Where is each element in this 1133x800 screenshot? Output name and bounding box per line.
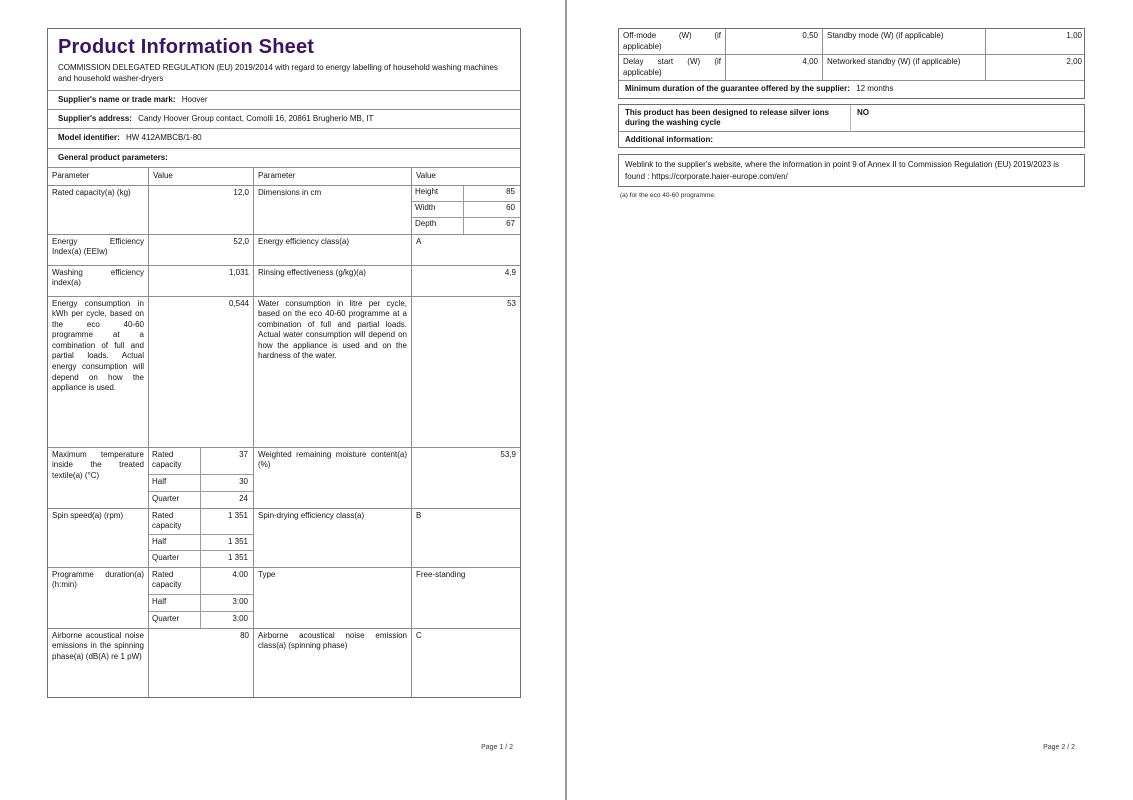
guarantee-value: 12 months — [856, 84, 894, 94]
page-2 — [618, 28, 1085, 204]
param-eei: Energy Efficiency Index(a) (EEIw) — [48, 235, 149, 265]
table-row — [48, 185, 520, 234]
value-energy-consumption: 0,544 — [149, 297, 254, 447]
table-row — [48, 296, 520, 447]
param-washing-index: Washing efficiency index(a) — [48, 266, 149, 296]
sub-value: 30 — [201, 475, 253, 492]
sub-value: 1 351 — [227, 553, 248, 563]
value-spin-class: B — [416, 510, 422, 520]
table-row — [48, 234, 520, 265]
spin-speed-subtable — [149, 509, 253, 567]
value-networked-standby: 2,00 — [1066, 57, 1082, 67]
supplier-address-label: Supplier's address: — [58, 113, 132, 123]
sub-label: Half — [149, 475, 201, 492]
sub-value: 3:00 — [201, 595, 253, 612]
param-water-consumption: Water consumption in litre per cycle, based on the eco 40-60 programme at a combination of full and partial loads. Actual water consumption will depend on how the appliance is used and on the hardness of the water. — [254, 297, 412, 447]
parameters-table — [48, 167, 520, 697]
silver-ions-value: NO — [857, 107, 869, 117]
weblink-section — [618, 154, 1085, 186]
sub-label: Rated capacity — [149, 448, 201, 475]
sub-label: Quarter — [149, 492, 201, 508]
value-off-mode: 0,50 — [726, 29, 823, 54]
page-1-footer: Page 1 / 2 — [481, 744, 513, 751]
guarantee-row — [619, 80, 1084, 97]
supplier-name-row — [48, 90, 520, 109]
sub-value: 3:00 — [232, 613, 248, 623]
supplier-name-label: Supplier's name or trade mark: — [58, 94, 176, 104]
weblink-url[interactable]: https://corporate.haier-europe.com/en/ — [651, 171, 788, 181]
additional-information-heading: Additional information: — [619, 131, 1084, 147]
table-row — [48, 265, 520, 296]
param-moisture: Weighted remaining moisture content(a) (%) — [254, 448, 412, 508]
header-parameter-2: Parameter — [254, 168, 412, 185]
sub-label: Quarter — [149, 612, 201, 628]
param-noise-class: Airborne acoustical noise emission class(a) (spinning phase) — [254, 629, 412, 697]
dimensions-subtable — [412, 186, 520, 234]
max-temperature-subtable — [149, 448, 253, 508]
param-energy-class: Energy efficiency class(a) — [254, 235, 412, 265]
model-identifier-value: HW 412AMBCB/1-80 — [126, 133, 202, 143]
page-2-footer: Page 2 / 2 — [1043, 744, 1075, 751]
supplier-name-value: Hoover — [181, 94, 208, 104]
silver-ions-section — [618, 104, 1085, 149]
dim-height-value: 85 — [464, 186, 520, 202]
page-1 — [47, 28, 521, 698]
value-noise-class: C — [416, 630, 422, 640]
supplier-address-value: Candy Hoover Group contact, Comolli 16, 20861 Brugherio MB, IT — [138, 113, 374, 123]
table-row — [48, 508, 520, 567]
table-row — [48, 567, 520, 628]
param-max-temperature: Maximum temperature inside the treated textile(a) (°C) — [48, 448, 149, 508]
dim-width-value: 60 — [464, 202, 520, 218]
sub-value: 1 351 — [201, 535, 253, 551]
value-rinsing: 4,9 — [504, 267, 516, 277]
header-value-1: Value — [149, 168, 254, 185]
model-identifier-label: Model identifier: — [58, 133, 120, 143]
param-delay-start: Delay start (W) (if applicable) — [619, 55, 726, 80]
sub-value: 24 — [239, 493, 248, 503]
value-standby: 1,00 — [1066, 31, 1082, 40]
sub-label: Rated capacity — [149, 509, 201, 535]
param-dimensions: Dimensions in cm — [254, 186, 412, 234]
header-value-2: Value — [416, 171, 436, 181]
sub-label: Rated capacity — [149, 568, 201, 595]
footnote: (a) for the eco 40-60 programme. — [620, 191, 716, 199]
regulation-text: COMMISSION DELEGATED REGULATION (EU) 2019/2014 with regard to energy labelling of household washing machines and household washer-dryers — [58, 63, 498, 83]
param-noise: Airborne acoustical noise emissions in the spinning phase(a) (dB(A) re 1 pW) — [48, 629, 149, 697]
guarantee-label: Minimum duration of the guarantee offered by the supplier: — [625, 84, 850, 94]
silver-ions-label: This product has been designed to release silver ions during the washing cycle — [619, 105, 851, 132]
sub-value: 37 — [201, 448, 253, 475]
value-moisture: 53,9 — [500, 449, 516, 459]
value-water-consumption: 53 — [507, 298, 516, 308]
param-standby: Standby mode (W) (if applicable) — [823, 29, 986, 54]
header-parameter-1: Parameter — [48, 168, 149, 185]
dim-height-label: Height — [412, 186, 464, 202]
sub-value: 4:00 — [201, 568, 253, 595]
param-networked-standby: Networked standby (W) (if applicable) — [823, 55, 986, 80]
page-title: Product Information Sheet — [58, 36, 315, 58]
table-row — [48, 447, 520, 508]
table-header-row — [48, 168, 520, 185]
value-eei: 52,0 — [149, 235, 254, 265]
param-rinsing: Rinsing effectiveness (g/kg)(a) — [254, 266, 412, 296]
value-noise: 80 — [149, 629, 254, 697]
page-divider — [565, 0, 567, 800]
param-spin-speed: Spin speed(a) (rpm) — [48, 509, 149, 567]
param-energy-consumption: Energy consumption in kWh per cycle, based on the eco 40-60 programme at a combination of full and partial loads. Actual energy consumption will depend on how the appliance is used. — [48, 297, 149, 447]
programme-duration-subtable — [149, 568, 253, 628]
table-row — [619, 54, 1084, 80]
dim-depth-value: 67 — [506, 219, 515, 229]
power-modes-table — [618, 28, 1085, 99]
value-washing-index: 1,031 — [149, 266, 254, 296]
weblink-text: Weblink to the supplier's website, where the information in point 9 of Annex II to Commission Regulation (EU) 2019/2023 is found : — [625, 160, 1060, 181]
sub-label: Quarter — [149, 551, 201, 566]
value-rated-capacity: 12,0 — [149, 186, 254, 234]
value-energy-class: A — [416, 236, 422, 246]
dim-depth-label: Depth — [412, 218, 464, 233]
param-type: Type — [254, 568, 412, 628]
param-off-mode: Off-mode (W) (if applicable) — [619, 29, 726, 54]
sub-value: 1 351 — [201, 509, 253, 535]
param-rated-capacity: Rated capacity(a) (kg) — [48, 186, 149, 234]
value-delay-start: 4,00 — [726, 55, 823, 80]
model-identifier-row — [48, 128, 520, 147]
value-type: Free-standing — [416, 569, 466, 579]
table-row — [619, 29, 1084, 54]
general-parameters-heading: General product parameters: — [48, 148, 520, 167]
param-spin-class: Spin-drying efficiency class(a) — [254, 509, 412, 567]
supplier-address-row — [48, 109, 520, 128]
param-programme-duration: Programme duration(a) (h:min) — [48, 568, 149, 628]
dim-width-label: Width — [412, 202, 464, 218]
sub-label: Half — [149, 595, 201, 612]
table-row — [48, 628, 520, 697]
sub-label: Half — [149, 535, 201, 551]
